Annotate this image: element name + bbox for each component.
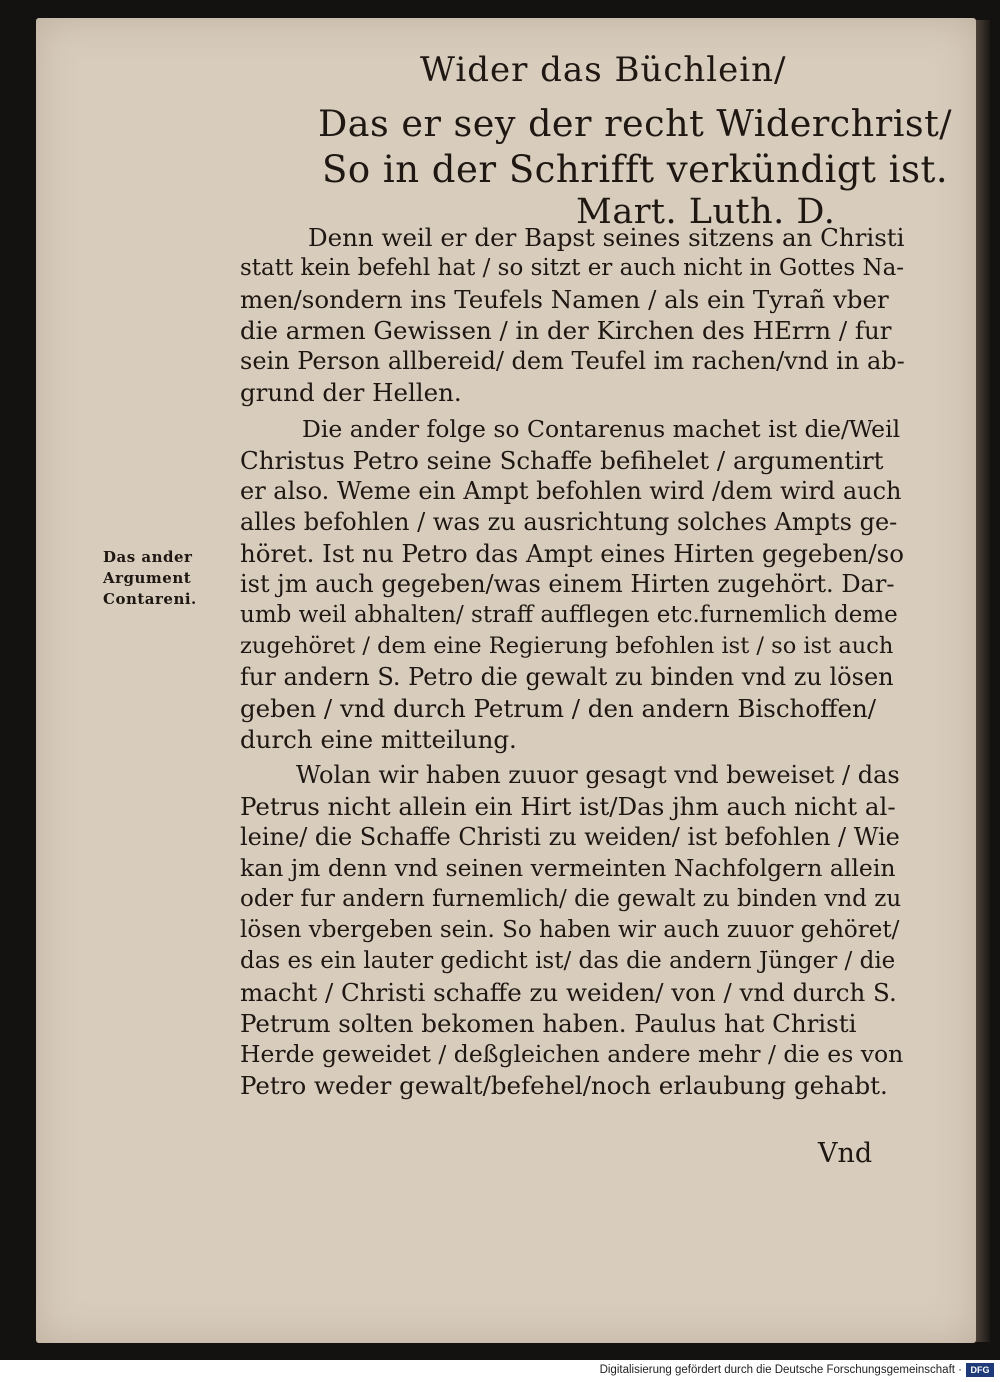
text-line: Petrus nicht allein ein Hirt ist/Das jhm auch nicht al-: [240, 792, 896, 821]
text-line: sein Person allbereid/ dem Teufel im rachen/vnd in ab-: [240, 347, 905, 375]
text-line: Denn weil er der Bapst seines sitzens an Christi: [308, 223, 905, 252]
text-line: geben / vnd durch Petrum / den andern Bischoffen/: [240, 694, 877, 723]
text-line: kan jm denn vnd seinen vermeinten Nachfolgern allein: [240, 854, 896, 882]
text-line: leine/ die Schaffe Christi zu weiden/ ist befohlen / Wie: [240, 823, 900, 851]
text-line: das es ein lauter gedicht ist/ das die andern Jünger / die: [240, 948, 896, 974]
title-line-1: Das er sey der recht Widerchrist/: [318, 102, 953, 145]
text-line: höret. Ist nu Petro das Ampt eines Hirten gegeben/so: [240, 539, 904, 568]
marginal-note-line: Contareni.: [103, 590, 197, 608]
text-line: er also. Weme ein Ampt befohlen wird /dem wird auch: [240, 477, 902, 505]
text-line: alles befohlen / was zu ausrichtung solches Ampts ge-: [240, 508, 898, 536]
text-line: umb weil abhalten/ straff aufflegen etc.furnemlich deme: [240, 602, 898, 628]
title-author: Mart. Luth. D.: [576, 192, 836, 232]
text-line: fur andern S. Petro die gewalt zu binden vnd zu lösen: [240, 663, 894, 691]
text-line: Christus Petro seine Schaffe befihelet / argumentirt: [240, 446, 884, 475]
text-line: Die ander folge so Contarenus machet ist die/Weil: [302, 415, 901, 443]
paragraph-1: [240, 222, 905, 408]
dfg-logo-icon: DFG: [966, 1363, 994, 1377]
text-line: grund der Hellen.: [240, 378, 462, 407]
catchword: Vnd: [818, 1138, 873, 1169]
paragraph-2: [240, 414, 905, 755]
text-line: Petro weder gewalt/befehel/noch erlaubung gehabt.: [240, 1071, 888, 1100]
paragraph-3: [240, 760, 905, 1101]
text-line: lösen vbergeben sein. So haben wir auch zuuor gehöret/: [240, 917, 900, 943]
text-line: die armen Gewissen / in der Kirchen des HErrn / fur: [240, 316, 892, 345]
text-line: zugehöret / dem eine Regierung befohlen ist / so ist auch: [240, 633, 894, 659]
marginal-note: [103, 547, 238, 610]
text-line: durch eine mitteilung.: [240, 725, 517, 754]
text-line: ist jm auch gegeben/was einem Hirten zugehört. Dar-: [240, 570, 895, 598]
marginal-note-line: Argument: [103, 569, 192, 587]
footer-bar: [0, 1360, 1000, 1382]
text-line: men/sondern ins Teufels Namen / als ein Tyrañ vber: [240, 285, 889, 314]
text-line: oder fur andern furnemlich/ die gewalt zu binden vnd zu: [240, 886, 902, 912]
running-head: Wider das Büchlein/: [420, 50, 787, 90]
text-line: macht / Christi schaffe zu weiden/ von / vnd durch S.: [240, 978, 897, 1007]
text-line: statt kein befehl hat / so sitzt er auch nicht in Gottes Na-: [240, 255, 905, 281]
funding-notice: Digitalisierung gefördert durch die Deutsche Forschungsgemeinschaft ·: [599, 1364, 962, 1376]
marginal-note-line: Das ander: [103, 548, 193, 566]
text-line: Petrum solten bekomen haben. Paulus hat Christi: [240, 1009, 857, 1038]
title-line-2: So in der Schrifft verkündigt ist.: [322, 148, 949, 191]
text-line: Herde geweidet / deßgleichen andere mehr / die es von: [240, 1040, 904, 1068]
text-line: Wolan wir haben zuuor gesagt vnd beweiset / das: [296, 761, 900, 789]
